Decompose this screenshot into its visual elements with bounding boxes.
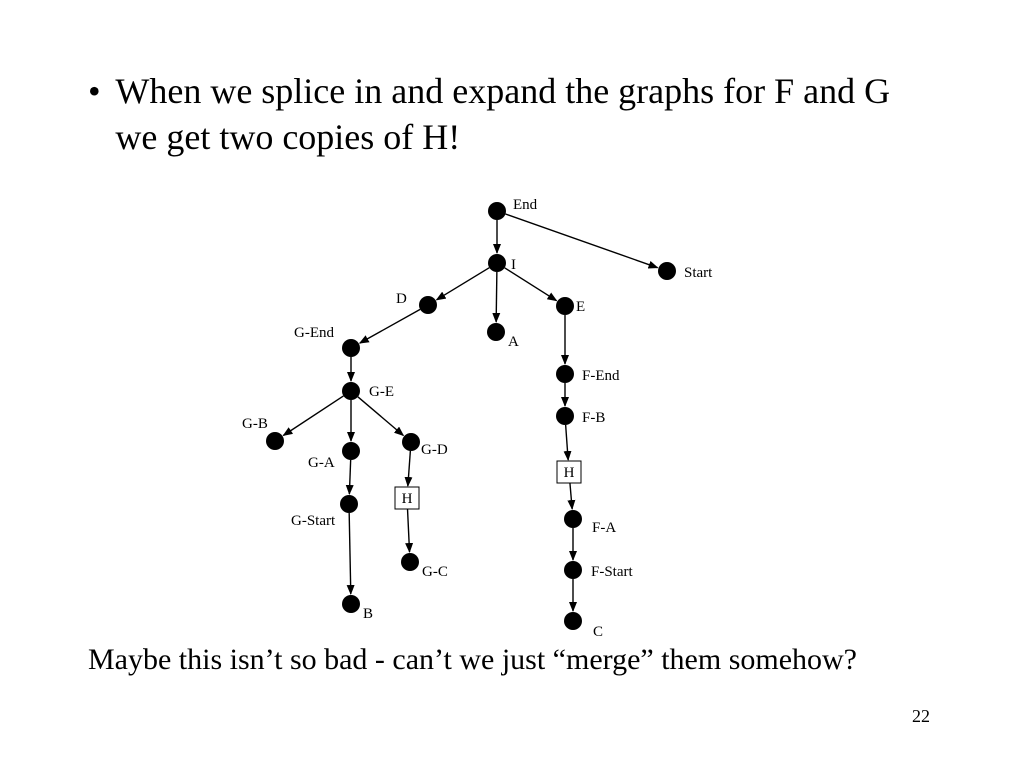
edge-g-e-to-g-d bbox=[358, 397, 404, 436]
edge-i-to-a bbox=[496, 272, 497, 322]
node-dot bbox=[564, 612, 582, 630]
node-label: B bbox=[363, 606, 374, 622]
node-label: D bbox=[396, 291, 407, 307]
node-g-c bbox=[401, 553, 448, 580]
edge-i-to-d bbox=[437, 268, 490, 300]
node-dot bbox=[266, 432, 284, 450]
node-label: End bbox=[513, 197, 538, 213]
node-label: G-End bbox=[294, 325, 334, 341]
edge-d-to-g-end bbox=[360, 309, 420, 343]
node-label: G-D bbox=[421, 442, 448, 458]
node-label: F-A bbox=[592, 520, 617, 536]
node-c bbox=[564, 612, 603, 640]
edge-f-b-to-f-h bbox=[566, 425, 569, 460]
node-f-h bbox=[557, 461, 581, 483]
node-f-end bbox=[556, 365, 620, 384]
node-g-b bbox=[242, 416, 284, 450]
node-dot bbox=[488, 254, 506, 272]
node-dot bbox=[564, 561, 582, 579]
node-dot bbox=[342, 595, 360, 613]
node-dot bbox=[658, 262, 676, 280]
node-dot bbox=[419, 296, 437, 314]
node-label: G-C bbox=[422, 564, 448, 580]
node-g-start bbox=[291, 495, 358, 529]
edge-g-e-to-g-b bbox=[283, 396, 343, 436]
node-dot bbox=[340, 495, 358, 513]
edge-g-start-to-b bbox=[349, 513, 351, 594]
node-a bbox=[487, 323, 519, 350]
node-g-a bbox=[308, 442, 360, 471]
node-i bbox=[488, 254, 516, 273]
node-f-a bbox=[564, 510, 616, 536]
node-label: G-B bbox=[242, 416, 268, 432]
edge-g-a-to-g-start bbox=[349, 460, 350, 494]
node-g-e bbox=[342, 382, 394, 400]
node-label: H bbox=[401, 491, 413, 507]
edge-end-to-start bbox=[505, 214, 657, 268]
node-dot bbox=[342, 339, 360, 357]
node-label: G-E bbox=[369, 384, 394, 400]
node-g-d bbox=[402, 433, 448, 458]
node-label: F-End bbox=[582, 368, 620, 384]
node-label: I bbox=[511, 257, 516, 273]
node-g-h bbox=[395, 487, 419, 509]
node-label: A bbox=[508, 334, 519, 350]
node-label: E bbox=[576, 299, 586, 315]
node-dot bbox=[556, 297, 574, 315]
node-dot bbox=[342, 382, 360, 400]
node-d bbox=[396, 291, 437, 314]
node-label: G-A bbox=[308, 455, 335, 471]
bullet-symbol: • bbox=[88, 71, 101, 111]
node-b bbox=[342, 595, 373, 622]
edge-f-h-to-f-a bbox=[570, 483, 572, 509]
node-label: Start bbox=[684, 265, 713, 281]
node-dot bbox=[556, 407, 574, 425]
page-number: 22 bbox=[912, 706, 930, 726]
node-dot bbox=[402, 433, 420, 451]
edge-g-h-to-g-c bbox=[408, 509, 410, 552]
edge-g-d-to-g-h bbox=[408, 451, 411, 486]
node-label: F-B bbox=[582, 410, 606, 426]
bullet-text: When we splice in and expand the graphs for F and G we get two copies of H! bbox=[115, 71, 891, 157]
node-dot bbox=[556, 365, 574, 383]
node-dot bbox=[487, 323, 505, 341]
node-label: H bbox=[563, 465, 575, 481]
node-label: C bbox=[593, 624, 604, 640]
node-label: G-Start bbox=[291, 513, 336, 529]
node-dot bbox=[401, 553, 419, 571]
node-f-b bbox=[556, 407, 605, 426]
node-dot bbox=[564, 510, 582, 528]
node-g-end bbox=[294, 325, 360, 357]
footer-text: Maybe this isn’t so bad - can’t we just “merge” them somehow? bbox=[88, 643, 857, 676]
node-e bbox=[556, 297, 585, 315]
node-dot bbox=[488, 202, 506, 220]
node-f-start bbox=[564, 561, 634, 580]
node-start bbox=[658, 262, 713, 281]
node-dot bbox=[342, 442, 360, 460]
node-label: F-Start bbox=[591, 564, 633, 580]
